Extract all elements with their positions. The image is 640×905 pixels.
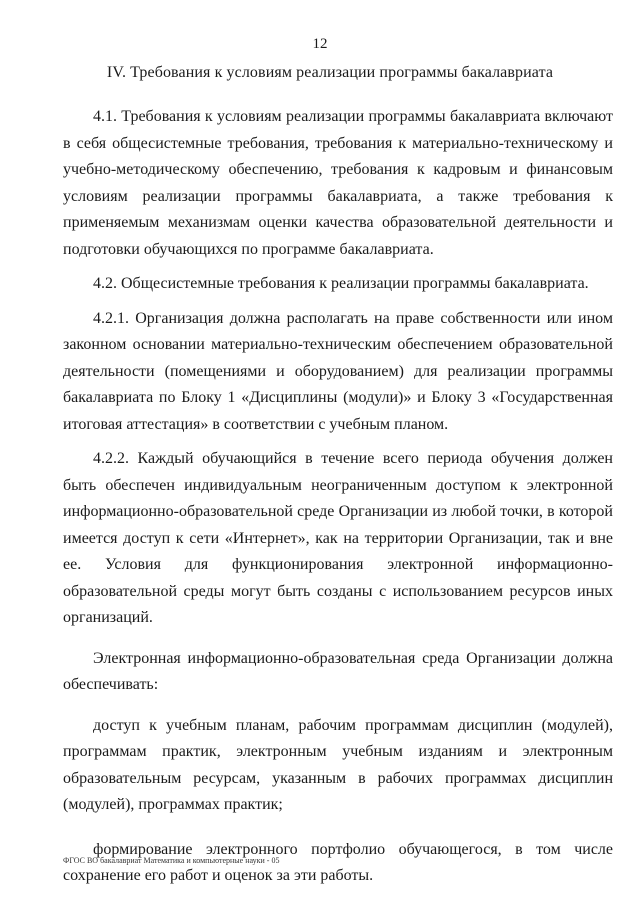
paragraph-eios: Электронная информационно-образовательная среда Организации должна обеспечивать: — [63, 649, 613, 693]
paragraph-4-1: 4.1. Требования к условиям реализации программы бакалавриата включают в себя общесистемные требования, требования к материально-техническому и учебно-методическому обеспечению, требования к кадровым и финансовым условиям реализации программы бакалавриата, а также требования к применяемым механизмам оценки качества образовательной деятельности и подготовки обучающихся по программе бакалавриата. — [63, 108, 613, 258]
document-body — [63, 104, 613, 890]
paragraph-4-2-1: 4.2.1. Организация должна располагать на праве собственности или ином законном основании материально-техническим обеспечением образовательной деятельности (помещениями и оборудованием) для реализации программы бакалавриата по Блоку 1 «Дисциплины (модули)» и Блоку 3 «Государственная итоговая аттестация» в соответствии с учебным планом. — [63, 309, 613, 433]
list-item-access: доступ к учебным планам, рабочим программам дисциплин (модулей), программам практик, электронным учебным изданиям и электронным образовательным ресурсам, указанным в рабочих программах дисциплин (модулей), программах практик; — [63, 716, 613, 813]
footer-note: ФГОС ВО бакалавриат Математика и компьютерные науки - 05 — [63, 856, 280, 865]
section-title: IV. Требования к условиям реализации программы бакалавриата — [106, 64, 554, 81]
list-item-portfolio: формирование электронного портфолио обучающегося, в том числе сохранение его работ и оценок за эти работы. — [63, 840, 613, 884]
paragraph-4-2-2: 4.2.2. Каждый обучающийся в течение всего периода обучения должен быть обеспечен индивидуальным неограниченным доступом к электронной информационно-образовательной среде Организации из любой точки, в которой имеется доступ к сети «Интернет», как на территории Организации, так и вне ее. Условия для функционирования электронной информационно-образовательной среды могут быть созданы с использованием ресурсов иных организаций. — [63, 450, 613, 626]
page-number: 12 — [312, 36, 328, 52]
paragraph-4-2: 4.2. Общесистемные требования к реализации программы бакалавриата. — [93, 275, 589, 292]
